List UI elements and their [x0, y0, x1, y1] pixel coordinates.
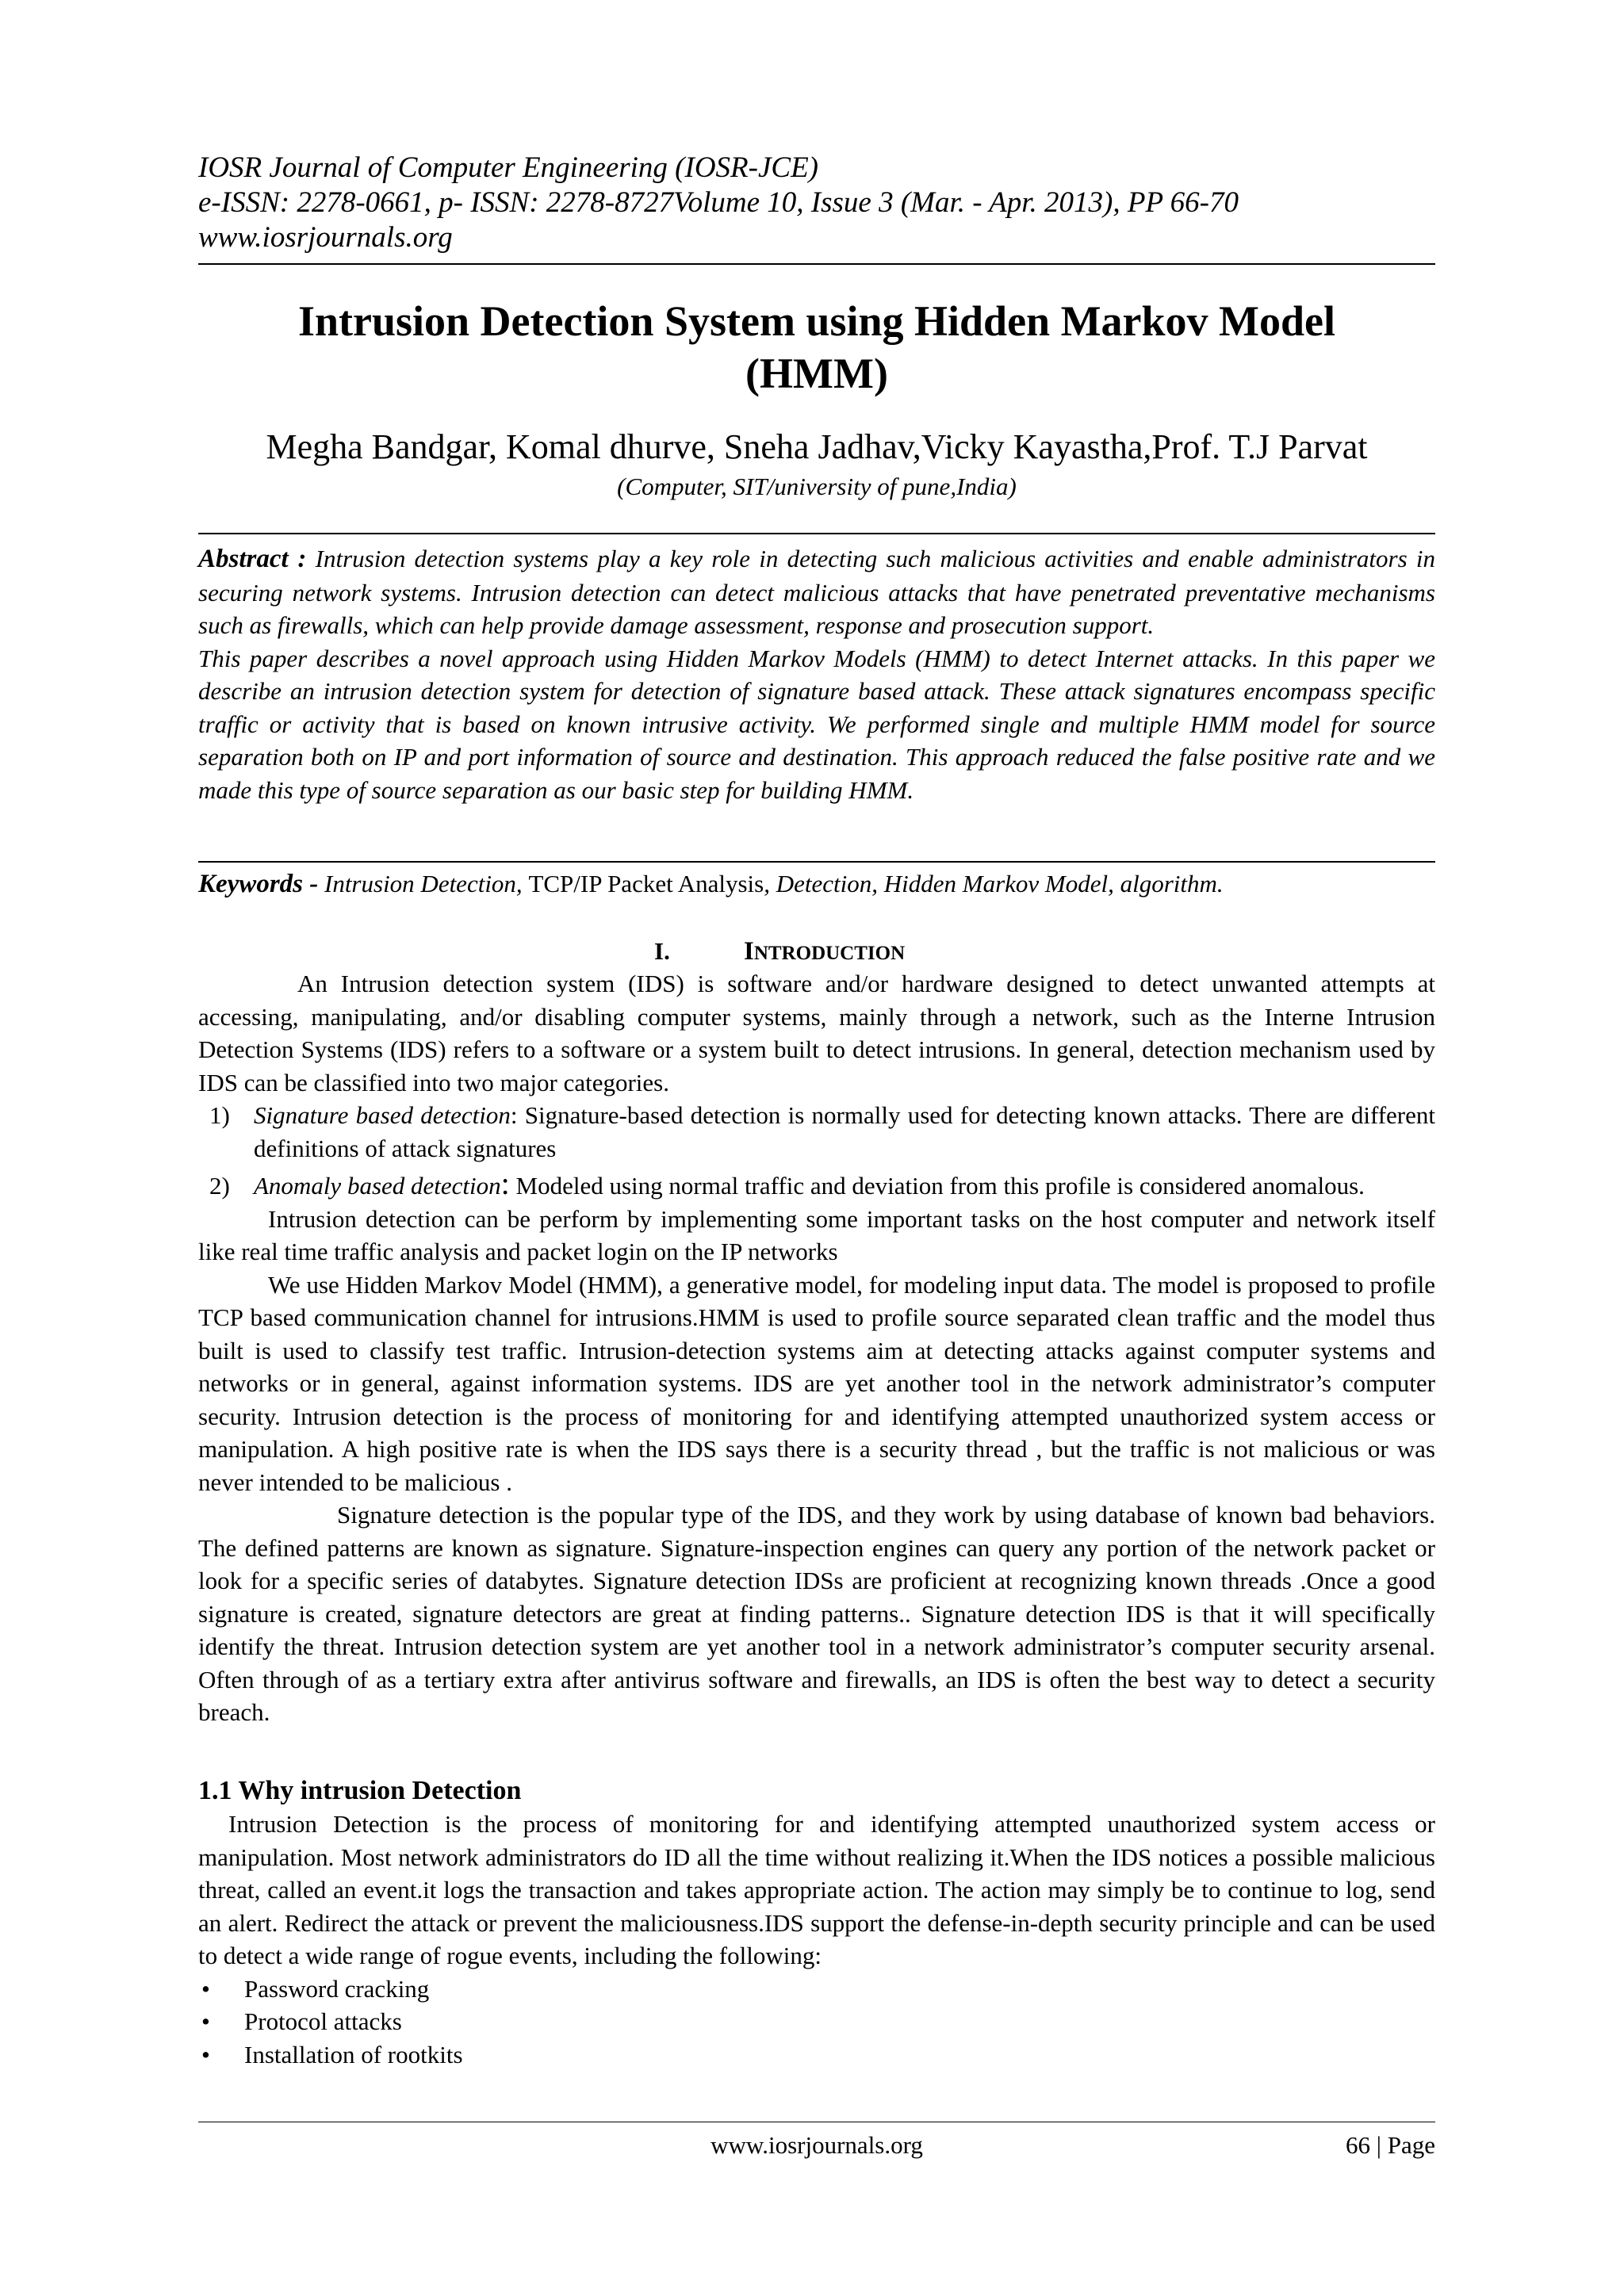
intro-para4: Signature detection is the popular type of the IDS, and they work by using database of known bad behaviors. The defined patterns are known as signature. Signature-inspection engines can query any portion of the network packet or look for a specific series of databytes. Signature detection IDSs are proficient at recognizing known threads .Once a good signature is created, signature detectors are great at finding patterns.. Signature detection IDS is that it will specifically identify the threat. Intrusion detection system are yet another tool in a network administrator’s computer security arsenal. Often through of as a tertiary extra after antivirus software and firewalls, an IDS is often the best way to detect a security breach. [198, 1501, 1435, 1726]
bullet-icon: • [201, 2007, 210, 2035]
page-footer [198, 2130, 1435, 2161]
section-number: I. [654, 937, 670, 965]
section-title-initial: I [744, 937, 754, 966]
detection-list [198, 1099, 1435, 1203]
list-item-text: Protocol attacks [244, 2007, 402, 2035]
list-item-number: 2) [209, 1172, 230, 1200]
abstract-label: Abstract : [198, 545, 307, 573]
section-title-rest: NTRODUCTION [753, 943, 906, 964]
footer-website: www.iosrjournals.org [710, 2131, 923, 2159]
journal-name: IOSR Journal of Computer Engineering (IOSR-JCE) [198, 151, 818, 184]
keywords-part2: TCP/IP Packet Analysis [528, 870, 764, 897]
keywords-part1: Intrusion Detection, [318, 870, 529, 897]
journal-header [198, 151, 1435, 255]
journal-issn: e-ISSN: 2278-0661, p- ISSN: 2278-8727Volume 10, Issue 3 (Mar. - Apr. 2013), PP 66-70 [198, 186, 1239, 219]
keywords-label: Keywords - [198, 870, 319, 898]
list-item [198, 2038, 1435, 2072]
bullet-icon: • [201, 2040, 210, 2068]
intro-para3: We use Hidden Markov Model (HMM), a generative model, for modeling input data. The model is proposed to profile TCP based communication channel for intrusions.HMM is used to profile source separated clean traffic and the model thus built is used to classify test traffic. Intrusion-detection systems aim at detecting attacks against computer systems and networks or in general, against information systems. IDS are yet another tool in the network administrator’s computer security. Intrusion detection is the process of monitoring for and identifying attempted unauthorized system access or manipulation. A high positive rate is when the IDS says there is a security thread , but the traffic is not malicious or was never intended to be malicious . [198, 1270, 1435, 1496]
list-item-sep: : [500, 1165, 510, 1201]
list-item-text: Modeled using normal traffic and deviation from this profile is considered anomalous. [509, 1172, 1365, 1200]
affiliation: (Computer, SIT/university of pune,India) [617, 473, 1017, 500]
list-item [209, 1099, 1435, 1165]
abstract-para2: This paper describes a novel approach using Hidden Markov Models (HMM) to detect Internet attacks. In this paper we describe an intrusion detection system for detection of signature based attack. These attack signatures encompass specific traffic or activity that is based on known intrusive activity. We performed single and multiple HMM model for source separation both on IP and port information of source and destination. This approach reduced the false positive rate and we made this type of source separation as our basic step for building HMM. [198, 644, 1435, 804]
keywords [198, 867, 1435, 901]
subsection-title: 1.1 Why intrusion Detection [198, 1776, 522, 1805]
list-item-text: Installation of rootkits [244, 2040, 463, 2068]
intro-para1: An Intrusion detection system (IDS) is software and/or hardware designed to detect unwanted attempts at accessing, manipulating, and/or disabling computer systems, mainly through a network, such as the Interne Intrusion Detection Systems (IDS) refers to a software or a system built to detect intrusions. In general, detection mechanism used by IDS can be classified into two major categories. [198, 970, 1435, 1096]
bullet-icon: • [201, 1974, 210, 2003]
abstract-bottom-rule [198, 861, 1435, 863]
rogue-events-list [198, 1973, 1435, 2072]
list-item-term: Anomaly based detection [254, 1172, 501, 1200]
list-item [198, 1973, 1435, 2006]
abstract [198, 542, 1435, 806]
list-item-sep: : [510, 1101, 518, 1129]
list-item-term: Signature based detection [254, 1101, 511, 1129]
intro-para2: Intrusion detection can be perform by implementing some important tasks on the host computer and network itself like real time traffic analysis and packet login on the IP networks [198, 1204, 1435, 1265]
list-item-number: 1) [209, 1101, 230, 1129]
paper-title-line2: (HMM) [745, 350, 888, 397]
list-item-text: Signature-based detection is normally used for detecting known attacks. There are different definitions of attack signatures [254, 1101, 1435, 1162]
keywords-part3: , Detection, Hidden Markov Model, algorithm. [764, 870, 1224, 897]
authors: Megha Bandgar, Komal dhurve, Sneha Jadhav,Vicky Kayastha,Prof. T.J Parvat [266, 427, 1368, 466]
subsection-why-intrusion-detection [198, 1774, 1435, 2071]
list-item [198, 2005, 1435, 2038]
introduction-body [198, 967, 1435, 1729]
list-item-text: Password cracking [244, 1974, 430, 2003]
abstract-para1: Intrusion detection systems play a key role in detecting such malicious activities and enable administrators in securing network systems. Intrusion detection can detect malicious attacks that have penetrated preventative mechanisms such as firewalls, which can help provide damage assessment, response and prosecution support. [198, 545, 1435, 639]
journal-website: www.iosrjournals.org [198, 221, 453, 254]
abstract-top-rule [198, 533, 1435, 534]
paper-title-line1: Intrusion Detection System using Hidden Markov Model [297, 297, 1336, 345]
header-rule [198, 263, 1435, 265]
list-item [209, 1165, 1435, 1203]
paper-title [198, 295, 1435, 400]
page-number: 66 | Page [1346, 2131, 1435, 2159]
subsection-para: Intrusion Detection is the process of monitoring for and identifying attempted unauthorized system access or manipulation. Most network administrators do ID all the time without realizing it.When the IDS notices a possible malicious threat, called an event.it logs the transaction and takes appropriate action. The action may simply be to continue to log, send an alert. Redirect the attack or prevent the maliciousness.IDS support the defense-in-depth security principle and can be used to detect a wide range of rogue events, including the following: [198, 1810, 1435, 1969]
